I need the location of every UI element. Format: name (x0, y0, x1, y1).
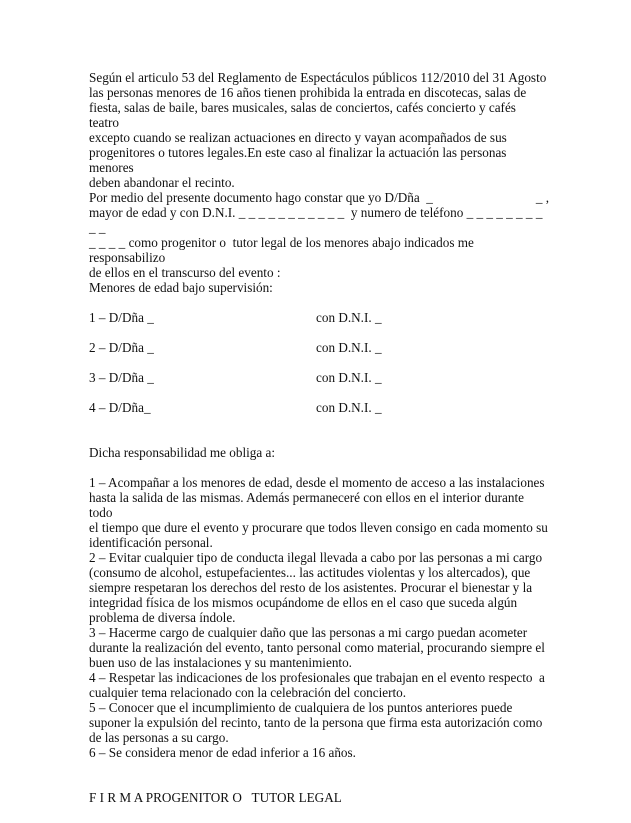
obligation-item (89, 700, 549, 745)
declaration-paragraph (89, 190, 549, 295)
intro-line: fiesta, salas de baile, bares musicales, salas de conciertos, cafés concierto y cafés teatro (89, 100, 520, 130)
intro-line: deben abandonar el recinto. (89, 175, 235, 190)
minor-name-label: 1 – D/Dña _ (89, 310, 154, 325)
guardian-dni-phone-line: mayor de edad y con D.N.I. _ _ _ _ _ _ _ _ _ _ _ y numero de teléfono _ _ _ _ _ _ _ _ _ _ (89, 205, 546, 235)
intro-line: progenitores o tutores legales.En este caso al finalizar la actuación las personas menores (89, 145, 510, 175)
obligation-line: (consumo de alcohol, estupefacientes... las actitudes violentas y los altercados), que (89, 565, 531, 580)
minors-list (89, 310, 549, 415)
document-page (89, 70, 549, 805)
obligations-heading: Dicha responsabilidad me obliga a: (89, 445, 276, 460)
obligation-line: integridad física de los mismos ocupándome de ellos en el caso que suceda algún (89, 595, 518, 610)
minor-name-label: 4 – D/Dña_ (89, 400, 151, 415)
minor-name-label: 2 – D/Dña _ (89, 340, 154, 355)
obligation-line: problema de diversa índole. (89, 610, 236, 625)
obligation-item (89, 475, 549, 550)
obligation-line: siempre respetaran los derechos del resto de los asistentes. Procurar el bienestar y la (89, 580, 533, 595)
intro-paragraph (89, 70, 549, 190)
guardian-name-label: Por medio del presente documento hago constar que yo D/Dña _ (89, 190, 433, 205)
obligation-line: el tiempo que dure el evento y procurare que todos lleven consigo en cada momento su (89, 520, 548, 535)
obligation-line: 3 – Hacerme cargo de cualquier daño que las personas a mi cargo puedan acometer (89, 625, 528, 640)
intro-line: las personas menores de 16 años tienen prohibida la entrada en discotecas, salas de (89, 85, 527, 100)
obligation-item (89, 745, 549, 760)
obligation-line: 5 – Conocer que el incumplimiento de cualquiera de los puntos anteriores puede (89, 700, 513, 715)
obligation-item (89, 550, 549, 625)
obligation-line: 4 – Respetar las indicaciones de los profesionales que trabajan en el evento respecto a (89, 670, 545, 685)
obligation-line: identificación personal. (89, 535, 213, 550)
intro-line: excepto cuando se realizan actuaciones en directo y vayan acompañados de sus (89, 130, 507, 145)
intro-line: Según el articulo 53 del Reglamento de Espectáculos públicos 112/2010 del 31 Agosto (89, 70, 547, 85)
minors-heading: Menores de edad bajo supervisión: (89, 280, 273, 295)
minor-dni-label: con D.N.I. _ (316, 370, 382, 385)
guardian-role-line: _ _ _ _ como progenitor o tutor legal de los menores abajo indicados me responsabilizo (89, 235, 478, 265)
obligation-line: 1 – Acompañar a los menores de edad, desde el momento de acceso a las instalaciones (89, 475, 545, 490)
obligation-line: cualquier tema relacionado con la celebración del concierto. (89, 685, 407, 700)
declaration-line: de ellos en el transcurso del evento : (89, 265, 281, 280)
signature-label: F I R M A PROGENITOR O TUTOR LEGAL (89, 790, 342, 805)
obligations-list (89, 475, 549, 760)
obligation-line: 2 – Evitar cualquier tipo de conducta ilegal llevada a cabo por las personas a mi cargo (89, 550, 543, 565)
obligation-line: durante la realización del evento, tanto personal como material, procurando siempre el (89, 640, 545, 655)
minor-dni-label: con D.N.I. _ (316, 340, 382, 355)
obligation-item (89, 625, 549, 670)
obligation-line: suponer la expulsión del recinto, tanto de la persona que firma esta autorización como (89, 715, 543, 730)
obligation-line: de las personas a su cargo. (89, 730, 229, 745)
minor-dni-label: con D.N.I. _ (316, 400, 382, 415)
obligation-line: 6 – Se considera menor de edad inferior a 16 años. (89, 745, 356, 760)
minor-name-label: 3 – D/Dña _ (89, 370, 154, 385)
guardian-name-end: _ , (535, 190, 549, 205)
obligation-item (89, 670, 549, 700)
minor-row (89, 400, 549, 415)
minor-row (89, 310, 549, 325)
guardian-name-line (89, 190, 549, 205)
obligation-line: hasta la salida de las mismas. Además permaneceré con ellos en el interior durante todo (89, 490, 528, 520)
obligation-line: buen uso de las instalaciones y su mantenimiento. (89, 655, 352, 670)
minor-row (89, 340, 549, 355)
minor-row (89, 370, 549, 385)
minor-dni-label: con D.N.I. _ (316, 310, 382, 325)
